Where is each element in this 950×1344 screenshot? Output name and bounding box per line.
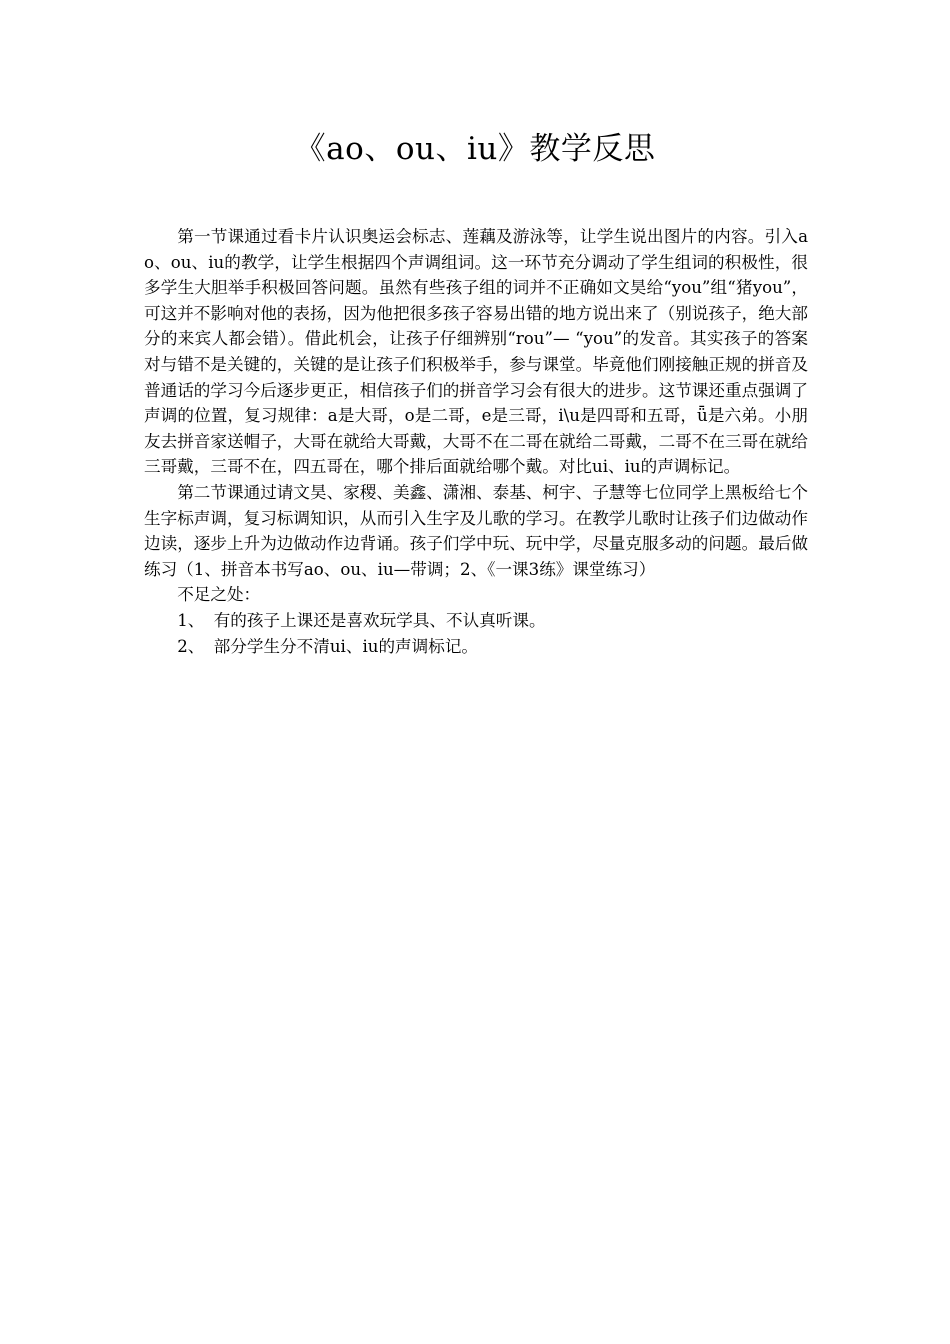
list-item-text: 部分学生分不清ui、iu的声调标记。 — [213, 636, 479, 656]
list-item-number: 2、 — [177, 636, 205, 656]
document-body — [144, 224, 808, 659]
paragraph-first-lesson: 第一节课通过看卡片认识奥运会标志、莲藕及游泳等，让学生说出图片的内容。引入ao、ou、iu的教学，让学生根据四个声调组词。这一环节充分调动了学生组词的积极性，很多学生大胆举手积极回答问题。虽然有些孩子组的词并不正确如文昊给“you”组“猪you”，可这并不影响对他的表扬，因为他把很多孩子容易出错的地方说出来了（别说孩子，绝大部分的来宾人都会错）。借此机会，让孩子仔细辨别“rou”— “you”的发音。其实孩子的答案对与错不是关键的，关键的是让孩子们积极举手，参与课堂。毕竟他们刚接触正规的拼音及普通话的学习今后逐步更正，相信孩子们的拼音学习会有很大的进步。这节课还重点强调了声调的位置，复习规律：a是大哥，o是二哥，e是三哥，i\u是四哥和五哥，ǖ是六弟。小朋友去拼音家送帽子，大哥在就给大哥戴，大哥不在二哥在就给二哥戴，二哥不在三哥在就给三哥戴，三哥不在，四五哥在，哪个排后面就给哪个戴。对比ui、iu的声调标记。 — [144, 227, 808, 477]
list-item — [144, 608, 808, 634]
shortcomings-heading: 不足之处： — [177, 585, 261, 605]
paragraph-second-lesson: 第二节课通过请文昊、家稷、美鑫、潇湘、泰基、柯宇、子慧等七位同学上黑板给七个生字标声调，复习标调知识，从而引入生字及儿歌的学习。在教学儿歌时让孩子们边做动作边读，逐步上升为边做动作边背诵。孩子们学中玩、玩中学，尽量克服多动的问题。最后做练习（1、拼音本书写ao、ou、iu—带调；2、《一课3练》课堂练习） — [144, 482, 808, 579]
document-title: 《ao、ou、iu》教学反思 — [294, 131, 656, 167]
list-item — [144, 634, 808, 660]
list-item-text: 有的孩子上课还是喜欢玩学具、不认真听课。 — [213, 610, 546, 630]
list-item-number: 1、 — [177, 610, 205, 630]
